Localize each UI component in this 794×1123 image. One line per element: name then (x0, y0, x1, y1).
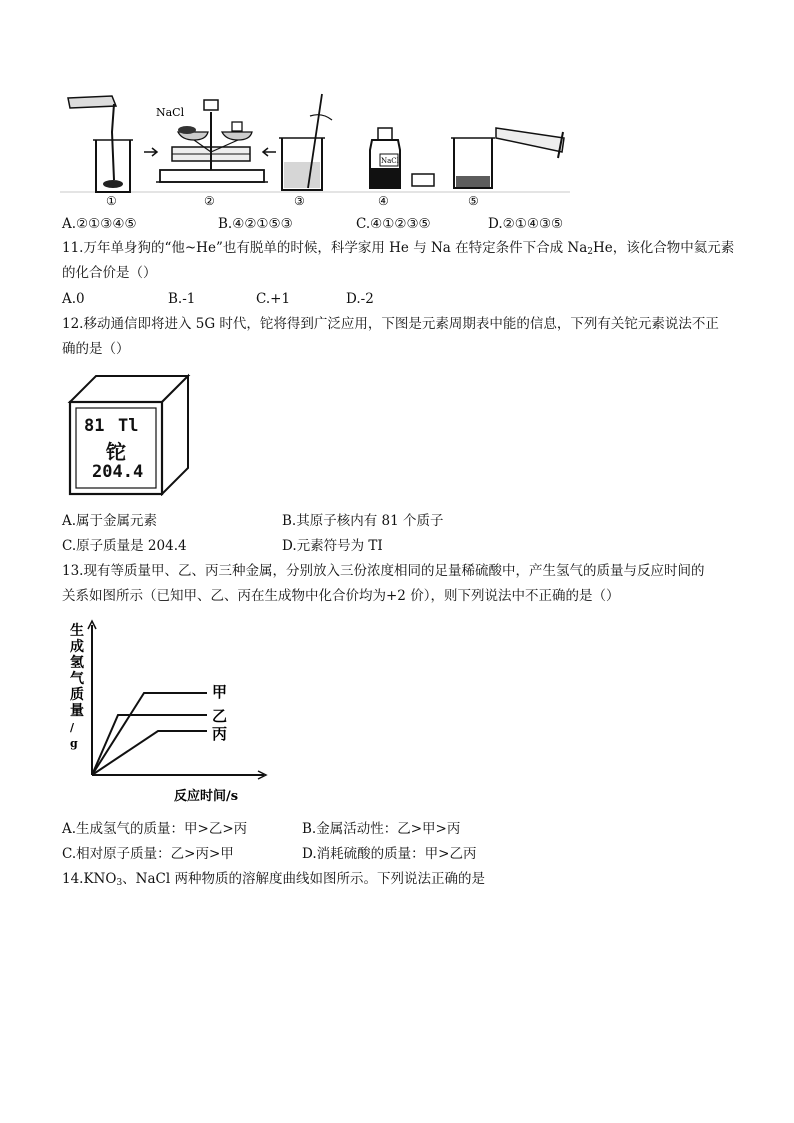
step1-beaker-pouring (68, 96, 133, 192)
bottle-label: NaCl (381, 157, 399, 165)
q13-option-c: C.相对原子质量：乙>丙>甲 (62, 846, 234, 862)
q12-option-a: A.属于金属元素 (62, 513, 158, 529)
step4-reagent-bottle (370, 128, 434, 188)
q12-stem-line1: 12.移动通信即将进入 5G 时代，铊将得到广泛应用，下图是元素周期表中能的信息，下列有关铊元素说法不正 (62, 316, 719, 332)
step5-beaker-cylinder (451, 128, 564, 188)
q12-option-d: D.元素符号为 TI (282, 538, 383, 554)
element-mass: 204.4 (92, 462, 144, 482)
q14-stem-line1: $14.KNO_3$、NaCl 两种物质的溶解度曲线如图所示。下列说法正确的是 (62, 871, 485, 888)
y-axis-label-char: 质 (70, 687, 84, 703)
q10-option-a: A.②①③④⑤ (62, 216, 137, 232)
q12-stem-line2: 确的是（） (62, 341, 130, 357)
y-axis-label-char: 生 (70, 623, 84, 639)
step3-beaker-stirring (279, 94, 332, 190)
q11-stem-line2: 的化合价是（） (62, 265, 157, 281)
y-axis-label-char: 量 (70, 703, 84, 719)
element-name: 铊 (106, 440, 126, 464)
y-axis-label-char: 成 (70, 639, 84, 655)
y-axis-label (70, 622, 85, 750)
nacl-label: NaCl (156, 106, 185, 119)
q13-option-d: D.消耗硫酸的质量：甲>乙丙 (302, 846, 477, 862)
series-label-yi: 乙 (212, 707, 228, 725)
series-line-yi (92, 715, 207, 775)
q13-stem-line1: 13.现有等质量甲、乙、丙三种金属，分别放入三份浓度相同的足量稀硫酸中，产生氢气的质量与反应时间的 (62, 563, 705, 579)
q12-option-c: C.原子质量是 204.4 (62, 538, 187, 554)
y-axis-label-char: 氢 (70, 655, 84, 671)
series-label-bing: 丙 (212, 725, 228, 743)
y-axis-label-char: g (70, 737, 78, 750)
element-symbol: Tl (118, 416, 139, 436)
step2-balance (144, 100, 276, 182)
step-label-5: ⑤ (468, 194, 479, 208)
q10-option-c: C.④①②③⑤ (356, 216, 431, 232)
step-label-3: ③ (294, 194, 305, 208)
q11-stem-line1: 11.万年单身狗的“他~He”也有脱单的时候，科学家用 He 与 Na 在特定条件下合成 $Na_2He$，该化合物中氦元素 (62, 240, 735, 257)
x-axis-label: 反应时间/s (174, 789, 239, 804)
q12-option-b: B.其原子核内有 81 个质子 (282, 513, 444, 529)
q13-option-a: A.生成氢气的质量：甲>乙>丙 (62, 821, 248, 837)
series-label-jia: 甲 (212, 683, 228, 701)
q11-option-c: C.+1 (256, 291, 291, 307)
step-label-1: ① (106, 194, 117, 208)
y-axis-label-char: / (70, 721, 75, 734)
element-card (66, 372, 192, 496)
q11-option-b: B.-1 (168, 291, 196, 307)
q13-option-b: B.金属活动性：乙>甲>丙 (302, 821, 461, 837)
step-label-4: ④ (378, 194, 389, 208)
hydrogen-mass-chart (62, 615, 272, 807)
step-label-2: ② (204, 194, 215, 208)
q10-apparatus-figure (60, 92, 580, 210)
q13-stem-line2: 关系如图所示（已知甲、乙、丙在生成物中化合价均为+2 价），则下列说法中不正确的是（） (62, 588, 620, 604)
y-axis-label-char: 气 (70, 671, 84, 687)
q11-option-d: D.-2 (346, 291, 374, 307)
q10-option-d: D.②①④③⑤ (488, 216, 564, 232)
q10-option-b: B.④②①⑤③ (218, 216, 293, 232)
q11-option-a: A.0 (62, 291, 85, 307)
element-number: 81 (84, 416, 105, 436)
